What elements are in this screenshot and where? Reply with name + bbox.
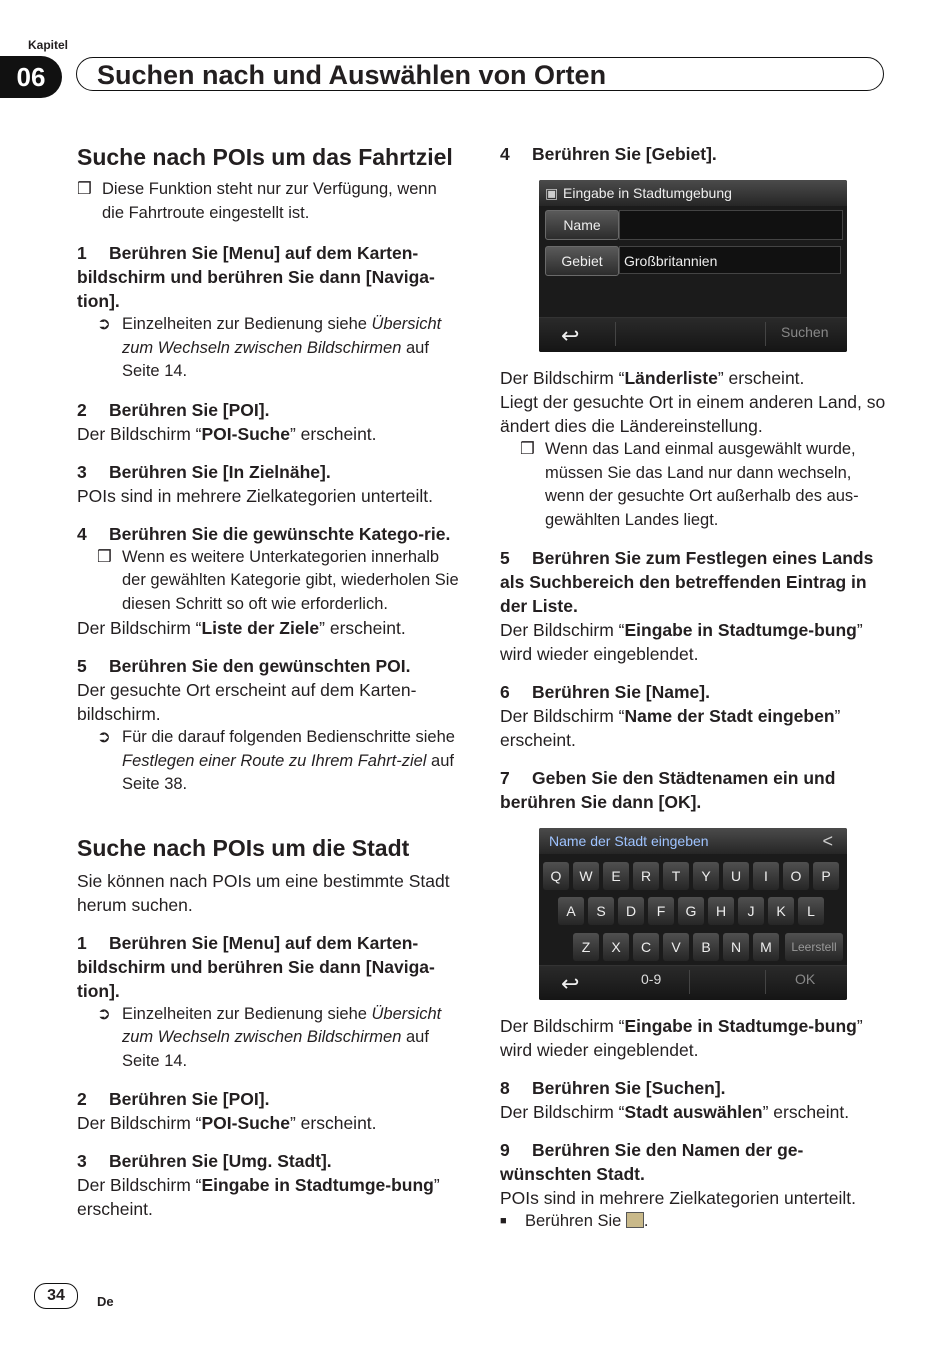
body-text: POIs sind in mehrere Zielkategorien unterteilt.	[500, 1188, 856, 1208]
arrow-icon: ➲	[97, 728, 111, 746]
screen-title-bar: Name der Stadt eingeben <	[539, 828, 847, 854]
back-icon[interactable]: ↩	[561, 971, 580, 996]
step-heading: 8 Berühren Sie [Suchen].	[500, 1078, 726, 1098]
key-i[interactable]: I	[753, 862, 779, 890]
gebiet-button[interactable]: Gebiet	[545, 246, 619, 276]
step-heading: 3 Berühren Sie [Umg. Stadt].	[77, 1151, 332, 1171]
body-text: Der Bildschirm “Eingabe in Stadtumge-bung” erscheint.	[77, 1175, 440, 1219]
body-text: Der Bildschirm “Eingabe in Stadtumge-bung” wird wieder eingeblendet.	[500, 1016, 863, 1060]
note: ■ Berühren Sie .	[500, 1210, 890, 1234]
key-d[interactable]: D	[618, 897, 644, 925]
body-text: POIs sind in mehrere Zielkategorien unterteilt.	[77, 485, 433, 506]
key-w[interactable]: W	[573, 862, 599, 890]
key-m[interactable]: M	[753, 933, 779, 961]
step-heading: 2 Berühren Sie [POI].	[77, 399, 270, 420]
key-e[interactable]: E	[603, 862, 629, 890]
poi-icon	[626, 1212, 644, 1228]
backspace-button[interactable]: <	[822, 831, 833, 851]
step-heading: 1 Berühren Sie [Menu] auf dem Karten-bildschirm und berühren Sie dann [Naviga-tion].	[77, 932, 435, 1001]
key-o[interactable]: O	[783, 862, 809, 890]
note: ➲ Für die darauf folgenden Bedienschritte siehe Festlegen einer Route zu Ihrem Fahrt-ziel auf Seite 38.	[97, 728, 455, 793]
key-z[interactable]: Z	[573, 933, 599, 961]
key-x[interactable]: X	[603, 933, 629, 961]
ok-button[interactable]: OK	[795, 971, 816, 987]
step-heading: 4 Berühren Sie die gewünschte Katego-rie.	[77, 523, 451, 544]
space-key[interactable]: Leerstell	[785, 933, 843, 961]
key-l[interactable]: L	[798, 897, 824, 925]
globe-icon: ▣	[545, 185, 559, 201]
body-text: Liegt der gesuchte Ort in einem anderen Land, so ändert dies die Ländereinstellung.	[500, 392, 886, 436]
step-heading: 1 Berühren Sie [Menu] auf dem Karten-bildschirm und berühren Sie dann [Naviga-tion].	[77, 243, 435, 311]
right-column	[500, 142, 890, 1234]
key-p[interactable]: P	[813, 862, 839, 890]
checkbox-icon: ❒	[77, 180, 92, 198]
name-field[interactable]	[619, 210, 843, 240]
note: ❒ Wenn es weitere Unterkategorien innerhalb der gewählten Kategorie gibt, wiederholen Sie diesen Schritt so oft wie erforderlich.	[97, 547, 459, 613]
key-t[interactable]: T	[663, 862, 689, 890]
key-g[interactable]: G	[678, 897, 704, 925]
left-column	[77, 142, 462, 1221]
key-b[interactable]: B	[693, 933, 719, 961]
note: ➲ Einzelheiten zur Bedienung siehe Übersicht zum Wechseln zwischen Bildschirmen auf Seite 14.	[97, 315, 442, 380]
back-icon[interactable]: ↩	[561, 323, 580, 348]
step-heading: 4 Berühren Sie [Gebiet].	[500, 144, 717, 164]
checkbox-icon: ❒	[520, 440, 535, 458]
checkbox-icon: ❒	[97, 547, 112, 566]
note: ➲ Einzelheiten zur Bedienung siehe Übersicht zum Wechseln zwischen Bildschirmen auf Seite 14.	[97, 1004, 442, 1070]
arrow-icon: ➲	[97, 315, 111, 333]
step-heading: 6 Berühren Sie [Name].	[500, 682, 710, 702]
key-s[interactable]: S	[588, 897, 614, 925]
key-v[interactable]: V	[663, 933, 689, 961]
body-text: Der Bildschirm “Name der Stadt eingeben” erscheint.	[500, 706, 841, 750]
key-n[interactable]: N	[723, 933, 749, 961]
search-button[interactable]: Suchen	[781, 324, 829, 340]
note: ❒ Diese Funktion steht nur zur Verfügung, wenn die Fahrtroute eingestellt ist.	[77, 180, 437, 222]
numbers-button[interactable]: 0-9	[641, 971, 662, 987]
body-text: Der Bildschirm “Liste der Ziele” erscheint.	[77, 618, 406, 638]
name-button[interactable]: Name	[545, 210, 619, 240]
section-heading: Suche nach POIs um das Fahrtziel	[77, 144, 453, 170]
key-r[interactable]: R	[633, 862, 659, 890]
language-code: De	[97, 1294, 114, 1309]
stadtumgebung-screen	[539, 180, 847, 352]
section-heading: Suche nach POIs um die Stadt	[77, 834, 410, 861]
step-heading: 5 Berühren Sie den gewünschten POI.	[77, 656, 411, 676]
body-text: Der gesuchte Ort erscheint auf dem Karten-bildschirm.	[77, 680, 417, 724]
key-y[interactable]: Y	[693, 862, 719, 890]
key-a[interactable]: A	[558, 897, 584, 925]
step-heading: 3 Berühren Sie [In Zielnähe].	[77, 461, 331, 482]
chapter-title: Suchen nach und Auswählen von Orten	[76, 57, 884, 91]
note: ❒ Wenn das Land einmal ausgewählt wurde, müssen Sie das Land nur dann wechseln, wenn der gesuchte Ort außerhalb des aus-gewählten Landes liegt.	[520, 440, 859, 529]
body-text: Der Bildschirm “POI-Suche” erscheint.	[77, 1113, 377, 1133]
body-text: Der Bildschirm “Eingabe in Stadtumge-bung” wird wieder eingeblendet.	[500, 620, 863, 664]
gebiet-field[interactable]: Großbritannien	[619, 246, 841, 274]
key-j[interactable]: J	[738, 897, 764, 925]
body-text: Sie können nach POIs um eine bestimmte Stadt herum suchen.	[77, 870, 450, 915]
step-heading: 2 Berühren Sie [POI].	[77, 1089, 270, 1109]
page-number: 34	[34, 1283, 78, 1309]
body-text: Der Bildschirm “POI-Suche” erscheint.	[77, 423, 377, 444]
key-k[interactable]: K	[768, 897, 794, 925]
chapter-number: 06	[0, 56, 62, 98]
keyboard-screen	[539, 828, 847, 1000]
step-heading: 5 Berühren Sie zum Festlegen eines Lands als Suchbereich den betreffenden Eintrag in der Liste.	[500, 548, 874, 616]
step-heading: 7 Geben Sie den Städtenamen ein und berühren Sie dann [OK].	[500, 768, 836, 812]
body-text: Der Bildschirm “Länderliste” erscheint.	[500, 368, 805, 388]
key-q[interactable]: Q	[543, 862, 569, 890]
arrow-icon: ➲	[97, 1004, 111, 1023]
key-f[interactable]: F	[648, 897, 674, 925]
chapter-label: Kapitel	[28, 38, 69, 52]
body-text: Der Bildschirm “Stadt auswählen” erscheint.	[500, 1102, 850, 1122]
key-u[interactable]: U	[723, 862, 749, 890]
screen-title-bar: ▣ Eingabe in Stadtumgebung	[539, 180, 847, 206]
square-bullet-icon: ■	[500, 1215, 507, 1227]
step-heading: 9 Berühren Sie den Namen der ge-wünschten Stadt.	[500, 1140, 804, 1184]
key-h[interactable]: H	[708, 897, 734, 925]
key-c[interactable]: C	[633, 933, 659, 961]
